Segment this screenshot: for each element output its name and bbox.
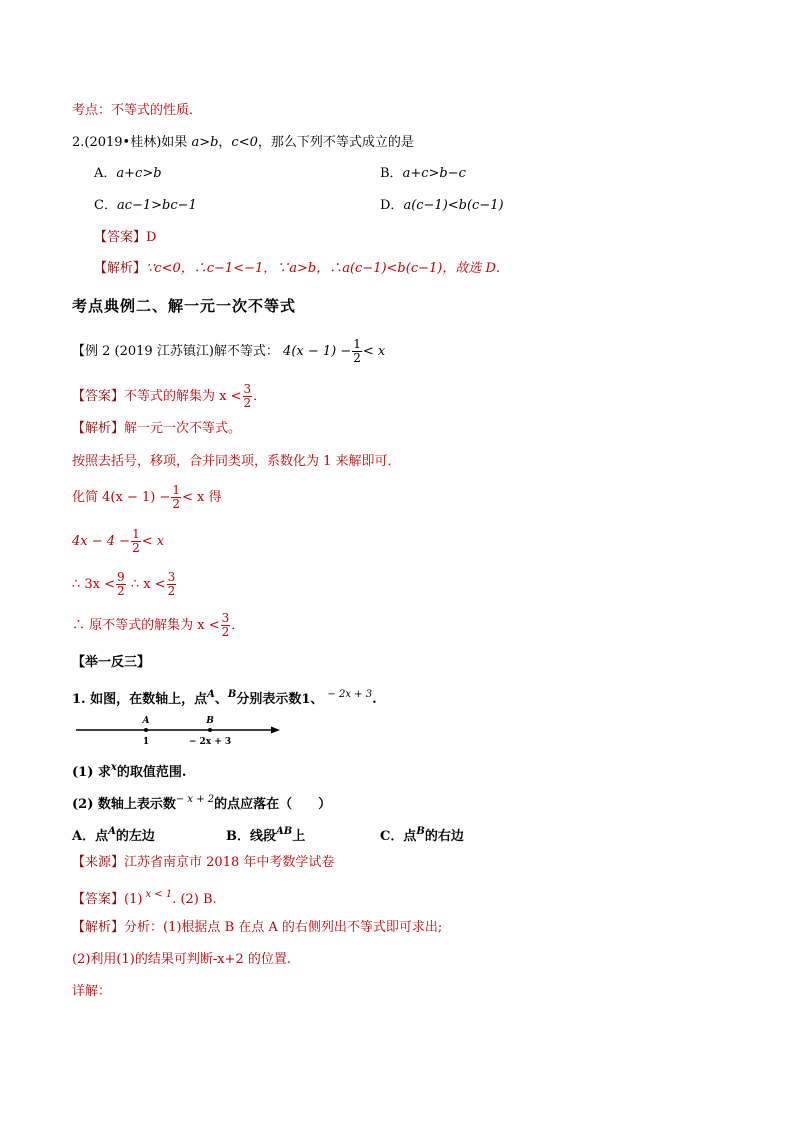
kaodian-label: 考点： xyxy=(72,103,112,118)
jyfs-detail: 详解： xyxy=(72,984,112,999)
sub1-x: x xyxy=(110,762,117,773)
jyfs-analysis-line2: (2)利用(1)的结果可判断-x+2 的位置. xyxy=(72,952,291,967)
source-text: 江苏省南京市 2018 年中考数学试卷 xyxy=(124,855,335,870)
sub2-b: 的点应落在（ ） xyxy=(214,797,332,812)
q2-stem-prefix: 2.(2019•桂林)如果 xyxy=(72,135,192,150)
point-a-dot xyxy=(144,728,148,732)
opt-c-a: C．点 xyxy=(380,829,417,844)
q2-option-b xyxy=(380,164,466,184)
option-key: C． xyxy=(94,198,117,213)
opt-a-point: A xyxy=(108,826,116,837)
frac-numerator: 3 xyxy=(243,382,252,396)
ans2-fraction xyxy=(243,383,253,410)
jyfs-answer xyxy=(72,885,217,910)
q2-option-d xyxy=(380,196,504,216)
line3-fraction xyxy=(171,484,181,511)
opt-b-b: 上 xyxy=(292,829,306,844)
line5-b: ∴ x < xyxy=(130,577,166,592)
ans2-end: ． xyxy=(253,389,267,404)
jiexi2-line6 xyxy=(72,612,244,639)
jyfs-option-c xyxy=(380,822,464,847)
sub2-expr: − x + 2 xyxy=(175,794,215,805)
analysis-text: ∵c<0，∴c−1<−1，∵a>b，∴a(c−1)<b(c−1)，故选 D． xyxy=(146,261,509,276)
jiexi2-line3 xyxy=(72,484,221,511)
ans2-text: 不等式的解集为 x < xyxy=(124,389,242,404)
line3-pre: 化简 4(x − 1) − xyxy=(72,490,171,505)
frac-numerator: 9 xyxy=(117,570,125,584)
frac-denominator: 2 xyxy=(132,541,140,555)
line4-post: < x xyxy=(141,534,165,549)
frac-denominator: 2 xyxy=(172,497,180,511)
option-key: B． xyxy=(380,166,403,181)
answer-a: (1) xyxy=(124,892,143,907)
jyfs-option-a xyxy=(72,822,155,847)
opt-b-a: B．线段 xyxy=(226,829,276,844)
line5-fraction-1 xyxy=(116,571,126,598)
answer-label: 【答案】 xyxy=(94,230,147,245)
section-title: 考点典例二、解一元一次不等式 xyxy=(72,297,297,315)
source-label: 【来源】 xyxy=(72,855,125,870)
jyfs-title: 【举一反三】 xyxy=(72,655,151,670)
q2-answer xyxy=(94,228,156,248)
q1-a: 1. 如图，在数轴上，点 xyxy=(72,692,208,707)
answer-label: 【答案】 xyxy=(72,892,125,907)
q2-cond2: c<0 xyxy=(231,135,258,150)
q1-f: . xyxy=(372,692,377,707)
opt-c-b: 的右边 xyxy=(424,829,464,844)
jyfs-sub2 xyxy=(72,790,331,815)
option-key: A． xyxy=(94,166,117,181)
ans2-line xyxy=(72,383,266,410)
q1-d: 1、 xyxy=(301,692,324,707)
example2-label: 【例 2 (2019 江苏镇江)解不等式： xyxy=(72,344,279,359)
q2-analysis xyxy=(94,259,509,279)
jiexi2-line4 xyxy=(72,528,164,555)
answer-label: 【答案】 xyxy=(72,389,125,404)
frac-numerator: 3 xyxy=(221,611,230,625)
q2-stem-suffix: ，那么下列不等式成立的是 xyxy=(257,135,414,150)
q2-sep: ， xyxy=(218,135,232,150)
q1-expr: − 2x + 3 xyxy=(327,689,373,700)
line4-fraction xyxy=(131,528,141,555)
analysis-text: 分析：(1)根据点 B 在点 A 的右侧列出不等式即可求出; xyxy=(124,920,443,935)
option-expr: a(c−1)<b(c−1) xyxy=(403,198,504,213)
jyfs-source xyxy=(72,853,334,873)
opt-a-b: 的左边 xyxy=(115,829,155,844)
sub1-b: 的取值范围. xyxy=(116,765,187,780)
frac-denominator: 2 xyxy=(117,584,125,598)
q1-b: 、 xyxy=(214,692,228,707)
point-b-dot xyxy=(208,728,212,732)
sub2-a: (2) 数轴上表示数 xyxy=(72,797,176,812)
frac-denominator: 2 xyxy=(221,625,230,639)
q2-option-a xyxy=(94,164,162,184)
analysis-label: 【解析】 xyxy=(72,421,125,436)
frac-numerator: 3 xyxy=(167,570,176,584)
line5-fraction-2 xyxy=(167,571,177,598)
line4-pre: 4x − 4 − xyxy=(72,534,131,549)
point-b-value: − 2x + 3 xyxy=(188,737,232,747)
option-expr: ac−1>bc−1 xyxy=(116,198,197,213)
frac-numerator: 1 xyxy=(353,337,361,351)
line5-a: ∴ 3x < xyxy=(72,577,116,592)
point-b-label: B xyxy=(206,716,214,726)
jyfs-q1 xyxy=(72,685,377,710)
q1-point-a: A xyxy=(207,689,215,700)
jyfs-analysis xyxy=(72,918,442,938)
answer-value: D xyxy=(146,230,157,245)
analysis-text: 解一元一次不等式。 xyxy=(124,421,242,436)
option-expr: a+c>b xyxy=(116,166,162,181)
frac-denominator: 2 xyxy=(243,396,252,410)
answer-expr: x < 1 xyxy=(145,889,173,900)
opt-b-segment: AB xyxy=(276,826,293,837)
point-a-value: 1 xyxy=(142,737,150,747)
opt-c-point: B xyxy=(416,826,425,837)
q1-c: 分别表示数 xyxy=(236,692,302,707)
analysis-label: 【解析】 xyxy=(94,261,147,276)
opt-a-a: A．点 xyxy=(72,829,109,844)
point-a-label: A xyxy=(142,716,150,726)
example2-expr-left: 4(x − 1) − xyxy=(283,344,352,359)
q2-stem xyxy=(72,133,414,153)
analysis-label: 【解析】 xyxy=(72,920,125,935)
frac-numerator: 1 xyxy=(172,483,180,497)
jiexi2-line1 xyxy=(72,419,241,439)
jiexi2-line2: 按照去括号，移项，合并同类项，系数化为 1 来解即可． xyxy=(72,454,401,469)
option-key: D． xyxy=(380,198,404,213)
kaodian-text: 不等式的性质． xyxy=(111,103,203,118)
line3-post: < x 得 xyxy=(181,490,222,505)
jyfs-option-b xyxy=(226,822,305,847)
frac-denominator: 2 xyxy=(353,351,361,365)
number-line-figure xyxy=(74,712,284,748)
q2-cond1: a>b xyxy=(191,135,219,150)
kaodian-line xyxy=(72,101,202,121)
line6-post: ． xyxy=(231,618,245,633)
sub1-a: (1) 求 xyxy=(72,765,111,780)
arrow-icon xyxy=(271,727,280,734)
example2-line xyxy=(72,338,385,365)
answer-b: . (2) B. xyxy=(172,892,217,907)
q1-point-b: B xyxy=(227,689,237,700)
option-expr: a+c>b−c xyxy=(402,166,466,181)
q2-option-c xyxy=(94,196,197,216)
line6-fraction xyxy=(221,612,231,639)
example2-fraction xyxy=(352,338,362,365)
line6-pre: ∴ 原不等式的解集为 x < xyxy=(72,618,220,633)
frac-denominator: 2 xyxy=(167,584,176,598)
example2-expr-right: < x xyxy=(362,344,386,359)
jiexi2-line5 xyxy=(72,571,177,598)
frac-numerator: 1 xyxy=(132,527,140,541)
jyfs-sub1 xyxy=(72,758,186,783)
